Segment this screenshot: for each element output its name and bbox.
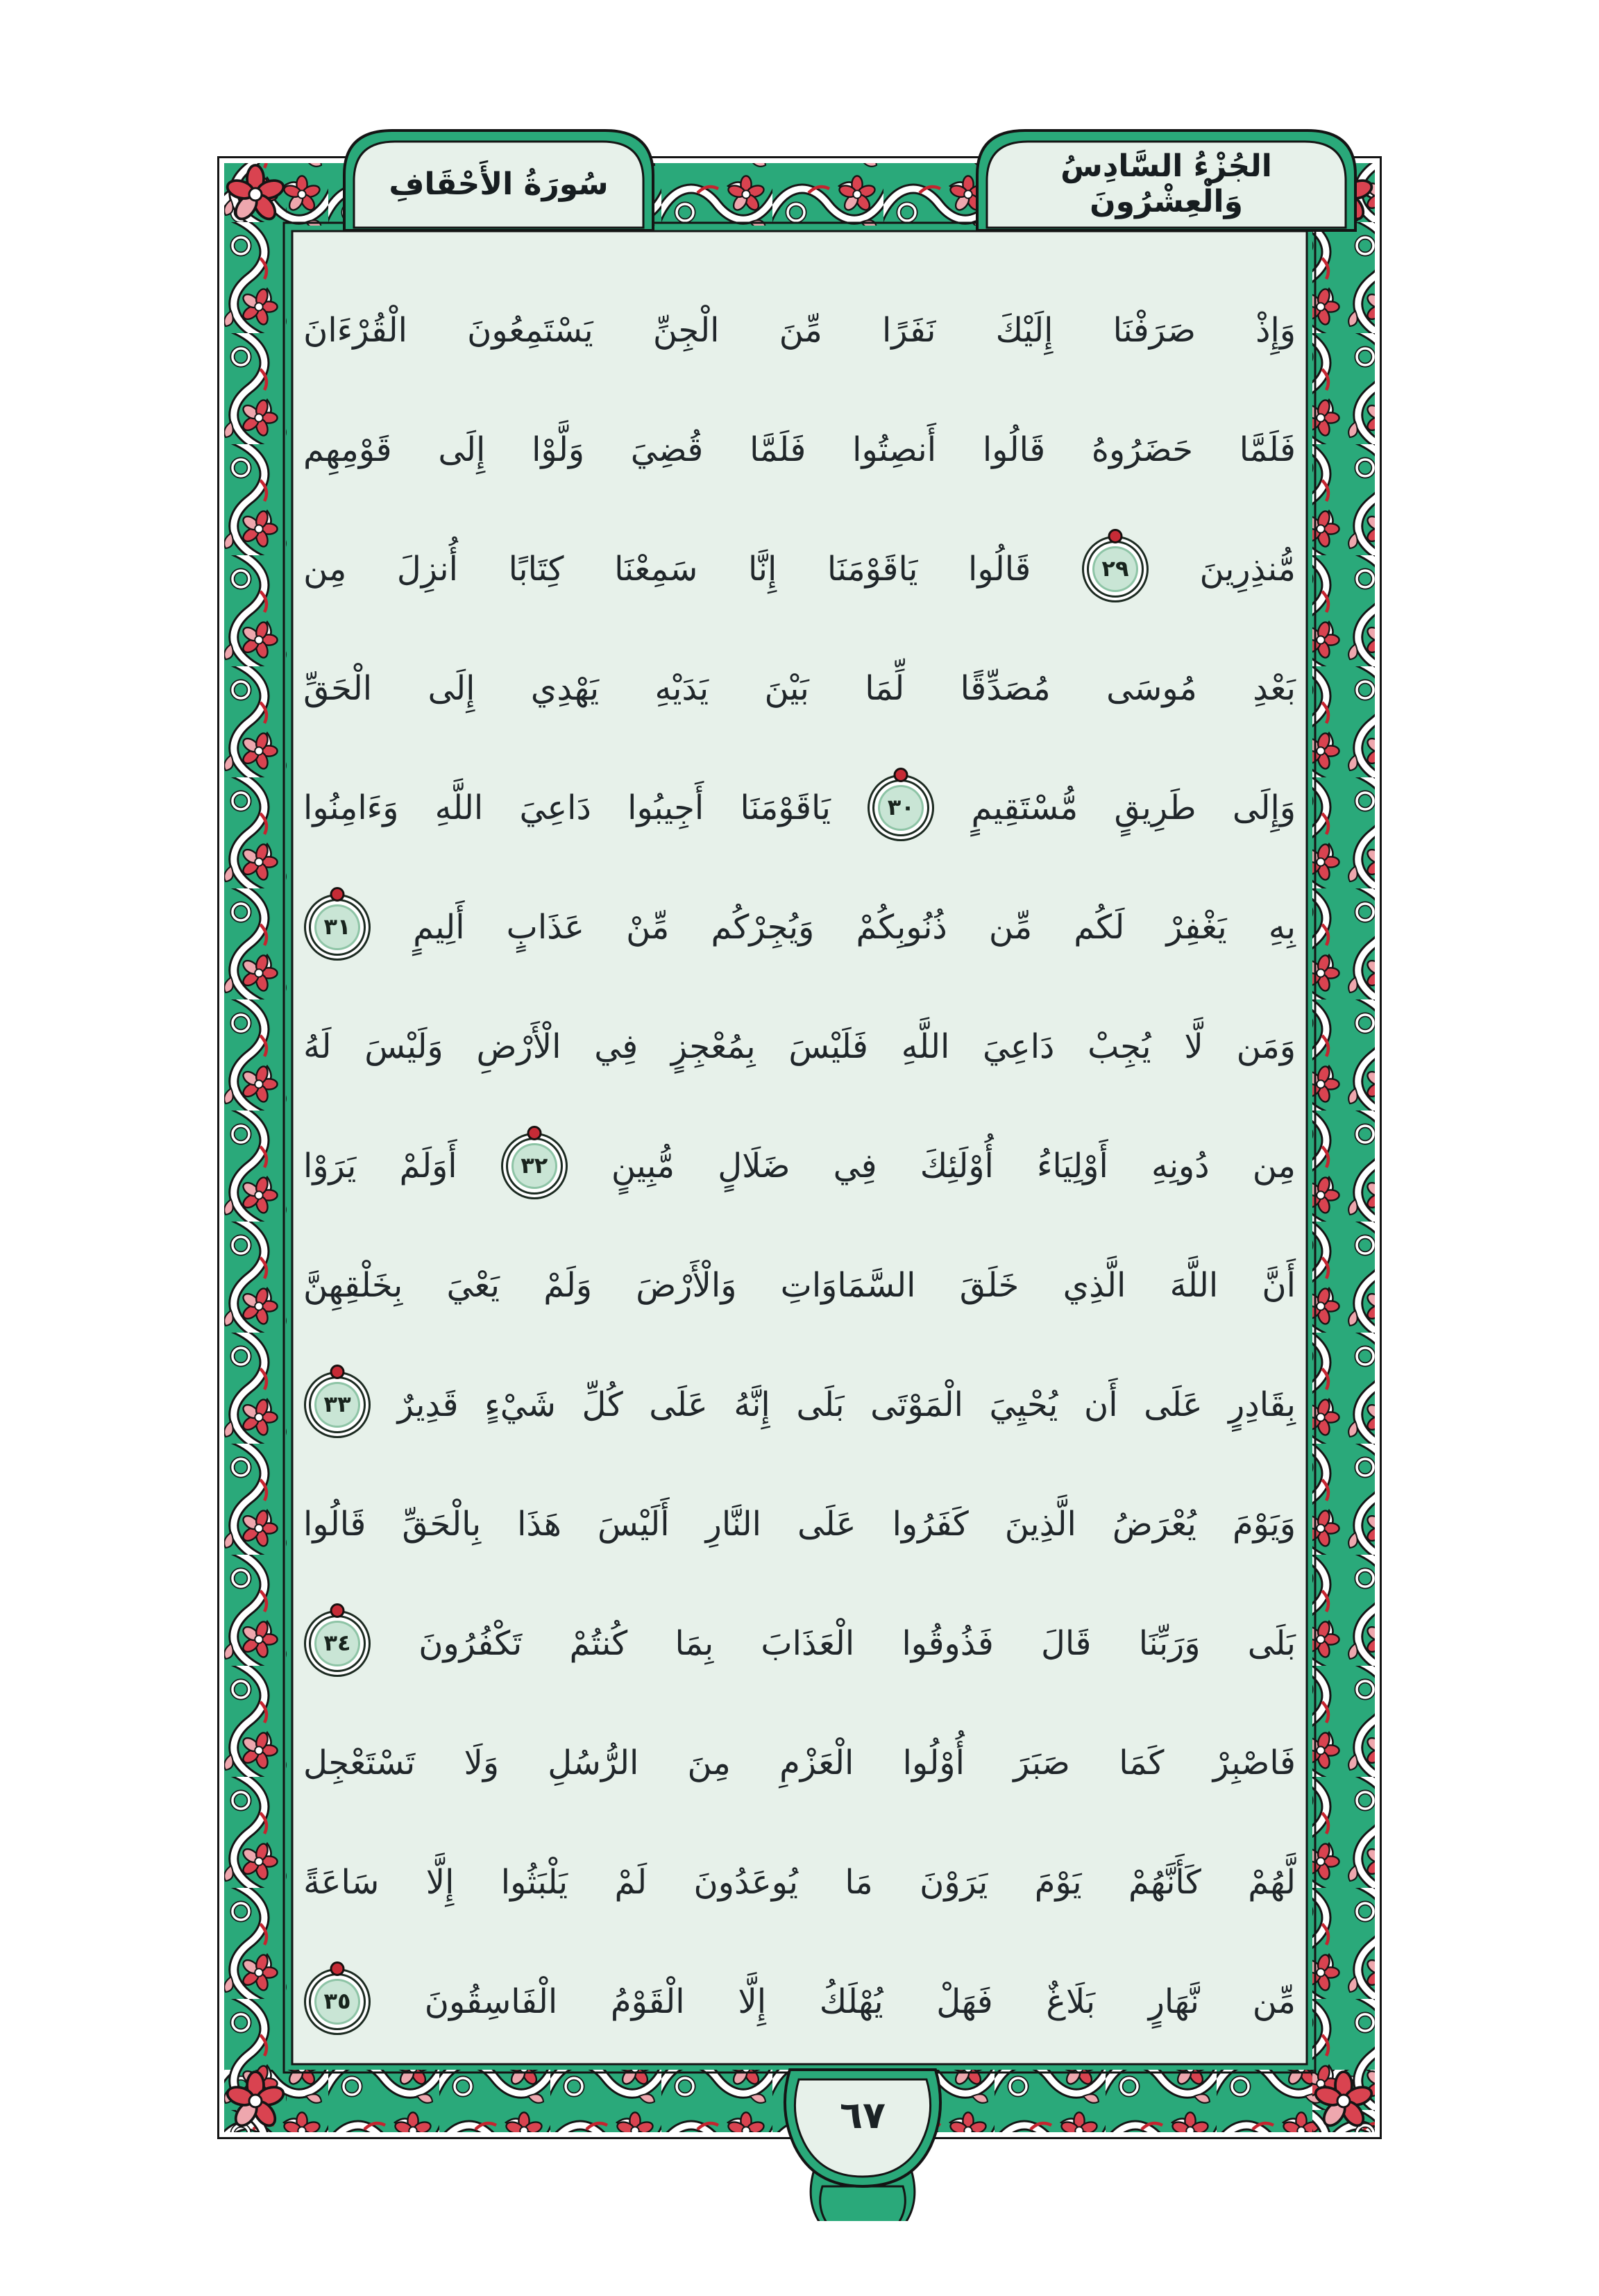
quran-word: تَسْتَعْجِل [303, 1743, 416, 1782]
quran-word: حَضَرُوهُ [1091, 430, 1194, 469]
quran-word: الَّذِينَ [1004, 1504, 1076, 1544]
quran-word: أَجِيبُوا [627, 788, 704, 827]
quran-word: يَوْمَ [1034, 1862, 1082, 1902]
quran-word: قَالُوا [303, 1504, 366, 1544]
quran-word: مِن [1252, 1146, 1296, 1185]
mushaf-lines [303, 271, 1296, 2061]
quran-word: نَّهَارٍ [1148, 1982, 1200, 2021]
quran-word: بِقَادِرٍ [1228, 1385, 1296, 1424]
quran-word: مِّن [1252, 1982, 1296, 2021]
quran-word: عَلَى [649, 1385, 708, 1424]
quran-word: لَّا [1184, 1027, 1203, 1066]
quran-word: مَا [845, 1862, 873, 1902]
quran-word: قَوْمِهِم [303, 430, 392, 469]
quran-word: أُوْلُوا [902, 1743, 965, 1782]
quran-word: فَاصْبِرْ [1212, 1743, 1296, 1782]
verse-number: ٢٩ [1101, 555, 1129, 582]
quran-word: السَّمَاوَاتِ [780, 1265, 916, 1305]
quran-word: بَلَاغٌ [1046, 1982, 1096, 2021]
quran-line-15 [303, 1942, 1296, 2061]
verse-number: ٣٣ [323, 1391, 351, 1418]
quran-word: طَرِيقٍ [1114, 788, 1196, 827]
quran-word: سَاعَةً [303, 1862, 380, 1902]
quran-word: مُّنذِرِينَ [1199, 549, 1296, 589]
quran-word: وَلَيْسَ [364, 1027, 443, 1066]
quran-word: قَدِيرٌ [397, 1385, 459, 1424]
marker-dot-icon [330, 1365, 345, 1379]
quran-line-9 [303, 1226, 1296, 1345]
quran-word: يَاقَوْمَنَا [740, 788, 831, 827]
verse-number-marker [506, 1138, 563, 1195]
quran-word: وَلَا [464, 1743, 499, 1782]
quran-word: يَرَوْنَ [920, 1862, 988, 1902]
quran-word: الْجِنِّ [652, 310, 720, 350]
quran-word: بِالْحَقِّ [402, 1504, 482, 1544]
quran-word: إِلَّا [425, 1862, 455, 1902]
quran-word: مُّبِينٍ [611, 1146, 675, 1185]
quran-word: كِتَابًا [508, 549, 564, 589]
quran-line-13 [303, 1703, 1296, 1823]
verse-number-marker [872, 779, 929, 836]
quran-word: بَلَى [796, 1385, 845, 1424]
quran-word: وَإِلَى [1232, 788, 1296, 827]
quran-word: بَلَى [1247, 1623, 1296, 1663]
quran-word: وَلَمْ [543, 1265, 593, 1305]
quran-line-6 [303, 868, 1296, 987]
quran-word: كَمَا [1119, 1743, 1165, 1782]
quran-word: بِهِ [1268, 907, 1296, 947]
quran-word: وَرَبِّنَا [1138, 1623, 1201, 1663]
quran-word: بِمُعْجِزٍ [670, 1027, 756, 1066]
quran-word: عَذَابٍ [506, 907, 585, 947]
quran-word: فِي [594, 1027, 638, 1066]
verse-number: ٣٥ [323, 1988, 351, 2015]
quran-word: ذُنُوبِكُمْ [856, 907, 947, 947]
quran-word: عَلَى [797, 1504, 856, 1544]
quran-word: كَفَرُوا [892, 1504, 969, 1544]
quran-word: اللَّهَ [1169, 1265, 1219, 1305]
quran-word: وَمَن [1236, 1027, 1296, 1066]
quran-word: الْقُرْءَانَ [303, 310, 407, 350]
quran-word: مِّنْ [626, 907, 670, 947]
quran-word: أَنَّ [1262, 1265, 1296, 1305]
quran-line-5 [303, 748, 1296, 868]
verse-number-marker [309, 899, 366, 956]
quran-word: فَهَلْ [936, 1982, 993, 2021]
quran-word: لَّهُمْ [1248, 1862, 1296, 1902]
quran-word: اللَّهِ [901, 1027, 950, 1066]
quran-word: نَفَرًا [881, 310, 936, 350]
quran-word: يَاقَوْمَنَا [827, 549, 918, 589]
quran-word: اللَّهِ [434, 788, 484, 827]
quran-word: دَاعِيَ [983, 1027, 1055, 1066]
quran-word: لَهُ [303, 1027, 332, 1066]
quran-line-14 [303, 1823, 1296, 1942]
marker-dot-icon [330, 1603, 345, 1618]
quran-word: أَوْلِيَاءُ [1036, 1146, 1108, 1185]
quran-word: فَلَمَّا [750, 430, 806, 469]
quran-word: هَذَا [517, 1504, 561, 1544]
verse-number-marker [309, 1973, 366, 2030]
quran-word: قَالُوا [982, 430, 1046, 469]
quran-line-1 [303, 271, 1296, 390]
verse-number: ٣٢ [521, 1152, 548, 1179]
verse-number-marker [309, 1376, 366, 1433]
quran-word: إِلَى [438, 430, 486, 469]
quran-word: لَمْ [614, 1862, 648, 1902]
quran-word: يَسْتَمِعُونَ [467, 310, 593, 350]
quran-word: يُجِبْ [1088, 1027, 1151, 1066]
quran-word: الَّذِي [1063, 1265, 1126, 1305]
surah-title: سُورَةُ الأَحْقَافِ [389, 166, 609, 202]
quran-word: بِمَا [675, 1623, 714, 1663]
quran-word: لِّمَا [865, 668, 905, 708]
quran-word: الْحَقِّ [303, 668, 373, 708]
quran-word: بِخَلْقِهِنَّ [303, 1265, 403, 1305]
quran-word: إِلَّا [738, 1982, 767, 2021]
quran-word: كُلِّ [582, 1385, 623, 1424]
quran-word: يَعْيَ [446, 1265, 500, 1305]
quran-word: قَالَ [1041, 1623, 1092, 1663]
quran-word: يُحْيِيَ [989, 1385, 1058, 1424]
quran-line-11 [303, 1464, 1296, 1584]
quran-word: فَذُوقُوا [902, 1623, 994, 1663]
quran-word: كُنتُمْ [569, 1623, 628, 1663]
quran-word: صَبَرَ [1013, 1743, 1070, 1782]
quran-word: إِلَى [428, 668, 475, 708]
quran-word: ضَلَالٍ [718, 1146, 790, 1185]
quran-word: الْمَوْتَى [870, 1385, 963, 1424]
quran-word: وَإِذْ [1255, 310, 1296, 350]
quran-word: وَءَامِنُوا [303, 788, 399, 827]
quran-word: مُوسَى [1106, 668, 1197, 708]
quran-word: إِلَيْكَ [995, 310, 1054, 350]
quran-line-10 [303, 1345, 1296, 1464]
quran-line-3 [303, 509, 1296, 629]
quran-word: يَغْفِرْ [1166, 907, 1227, 947]
quran-line-12 [303, 1584, 1296, 1703]
marker-dot-icon [330, 1961, 345, 1976]
quran-word: الْأَرْضِ [476, 1027, 561, 1066]
verse-number: ٣١ [323, 913, 351, 940]
quran-word: شَيْءٍ [484, 1385, 556, 1424]
quran-word: فِي [833, 1146, 877, 1185]
quran-word: الْفَاسِقُونَ [424, 1982, 558, 2021]
quran-word: عَلَى [1144, 1385, 1203, 1424]
quran-word: يَلْبَثُوا [500, 1862, 568, 1902]
page-number: ٦٧ [840, 2093, 886, 2137]
quran-word: وَيُجِرْكُم [711, 907, 815, 947]
quran-word: سَمِعْنَا [614, 549, 698, 589]
quran-word: وَالْأَرْضَ [636, 1265, 737, 1305]
quran-word: قُضِيَ [630, 430, 704, 469]
quran-word: الرُّسُلِ [548, 1743, 639, 1782]
quran-word: مُّسْتَقِيمٍ [971, 788, 1078, 827]
quran-word: مِنَ [687, 1743, 731, 1782]
quran-word: فَلَيْسَ [788, 1027, 868, 1066]
quran-word: أَلَيْسَ [597, 1504, 670, 1544]
verse-number-marker [1087, 541, 1144, 598]
quran-word: مِّنَ [779, 310, 822, 350]
quran-line-4 [303, 629, 1296, 748]
quran-word: وَلَّوْا [532, 430, 585, 469]
quran-word: الْعَذَابَ [761, 1623, 855, 1663]
quran-word: مِن [303, 549, 347, 589]
quran-word: أَن [1083, 1385, 1118, 1424]
quran-word: أَوَلَمْ [399, 1146, 457, 1185]
quran-word: كَأَنَّهُمْ [1128, 1862, 1201, 1902]
quran-word: بَعْدِ [1253, 668, 1296, 708]
quran-word: إِنَّهُ [734, 1385, 770, 1424]
quran-word: خَلَقَ [959, 1265, 1020, 1305]
quran-word: النَّارِ [705, 1504, 761, 1544]
verse-number: ٣٤ [323, 1630, 351, 1657]
quran-word: إِنَّا [747, 549, 777, 589]
quran-word: قَالُوا [968, 549, 1031, 589]
quran-word: يُوعَدُونَ [693, 1862, 798, 1902]
quran-word: أَنصِتُوا [852, 430, 937, 469]
verse-number: ٣٠ [887, 794, 915, 821]
quran-word: مِّن [988, 907, 1033, 947]
marker-dot-icon [330, 887, 345, 902]
quran-word: يُهْلَكُ [819, 1982, 883, 2021]
quran-word: أُوْلَئِكَ [920, 1146, 994, 1185]
quran-word: دَاعِيَ [519, 788, 591, 827]
quran-line-2 [303, 390, 1296, 509]
quran-line-8 [303, 1106, 1296, 1226]
marker-dot-icon [1108, 529, 1122, 543]
marker-dot-icon [894, 768, 908, 782]
quran-line-7 [303, 987, 1296, 1106]
juz-title: الجُزْءُ السَّادِسُ وَالْعِشْرُونَ [1060, 149, 1272, 219]
quran-word: فَلَمَّا [1239, 430, 1296, 469]
quran-word: يَدَيْهِ [654, 668, 709, 708]
quran-word: يَرَوْا [303, 1146, 357, 1185]
quran-word: يَهْدِي [530, 668, 600, 708]
quran-word: وَيَوْمَ [1232, 1504, 1296, 1544]
quran-word: أُنزِلَ [396, 549, 458, 589]
quran-word: تَكْفُرُونَ [418, 1623, 523, 1663]
quran-word: صَرَفْنَا [1112, 310, 1196, 350]
quran-word: مُصَدِّقًا [960, 668, 1051, 708]
quran-word: بَيْنَ [764, 668, 809, 708]
verse-number-marker [309, 1615, 366, 1672]
quran-word: الْقَوْمُ [610, 1982, 685, 2021]
marker-dot-icon [527, 1126, 541, 1140]
quran-word: يُعْرَضُ [1112, 1504, 1196, 1544]
quran-word: أَلِيمٍ [413, 907, 465, 947]
quran-word: لَكُم [1074, 907, 1125, 947]
quran-word: الْعَزْمِ [779, 1743, 854, 1782]
quran-word: دُونِهِ [1151, 1146, 1210, 1185]
